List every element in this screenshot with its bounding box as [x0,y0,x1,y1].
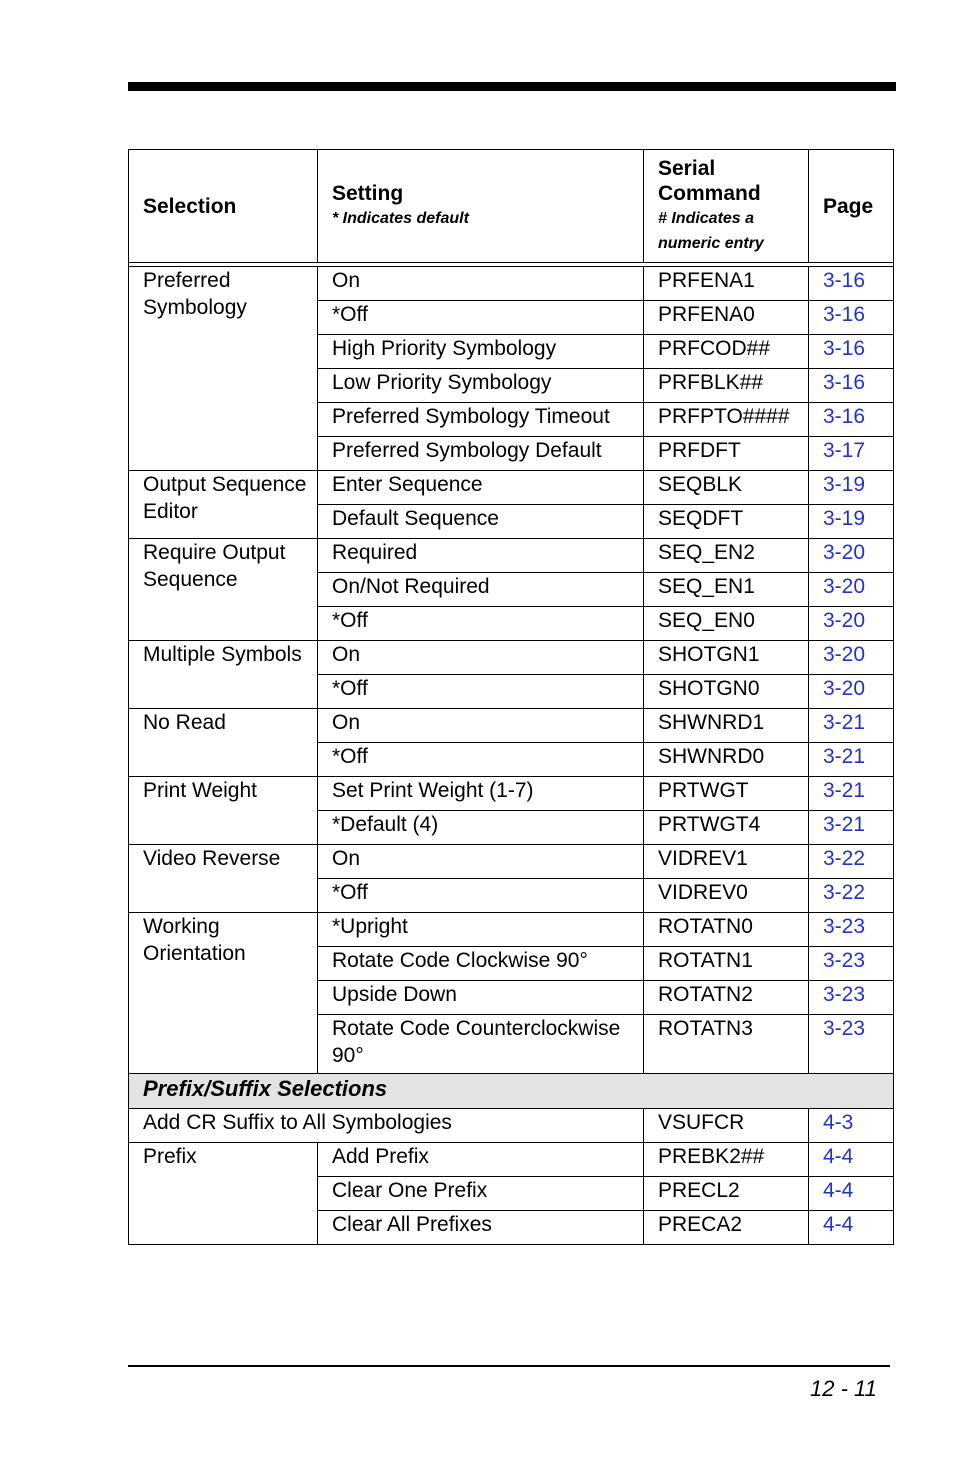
setting-cell: *Off [318,879,644,913]
setting-cell: On [318,709,644,743]
page-link[interactable]: 3-21 [809,709,894,743]
selection-cell: Video Reverse [129,845,318,913]
bottom-rule [128,1365,890,1367]
command-table [128,149,894,1245]
section-title: Prefix/Suffix Selections [129,1074,894,1109]
serial-command-cell: PRFPTO#### [644,403,809,437]
serial-command-cell: PRECL2 [644,1177,809,1211]
serial-command-cell: PRTWGT [644,777,809,811]
selection-cell: Require Output Sequence [129,539,318,641]
page-link[interactable]: 3-20 [809,573,894,607]
serial-command-cell: SHOTGN0 [644,675,809,709]
selection-cell: Multiple Symbols [129,641,318,709]
top-rule [128,82,896,91]
serial-command-cell: ROTATN1 [644,947,809,981]
setting-cell: Clear All Prefixes [318,1211,644,1245]
setting-cell: On [318,641,644,675]
table-row [129,845,894,879]
setting-cell: Preferred Symbology Default [318,437,644,471]
page-link[interactable]: 3-19 [809,471,894,505]
setting-cell: *Off [318,301,644,335]
page-link[interactable]: 3-21 [809,811,894,845]
selection-cell: Prefix [129,1143,318,1245]
serial-command-cell: PRFBLK## [644,369,809,403]
serial-command-cell: SEQ_EN1 [644,573,809,607]
setting-cell: Set Print Weight (1-7) [318,777,644,811]
page-link[interactable]: 3-20 [809,607,894,641]
page-link[interactable]: 3-16 [809,335,894,369]
serial-command-cell: ROTATN0 [644,913,809,947]
selection-cell: Preferred Symbology [129,267,318,471]
page-link[interactable]: 3-20 [809,539,894,573]
setting-cell: Upside Down [318,981,644,1015]
page-link[interactable]: 4-4 [809,1143,894,1177]
serial-command-cell: PRFENA1 [644,267,809,301]
table-row [129,471,894,505]
serial-command-cell: VSUFCR [644,1109,809,1143]
serial-command-cell: ROTATN2 [644,981,809,1015]
page-link[interactable]: 3-23 [809,1015,894,1074]
section-row [129,1074,894,1109]
page-link[interactable]: 3-20 [809,675,894,709]
selection-cell: No Read [129,709,318,777]
header-setting-label: Setting [332,182,404,205]
serial-command-cell: PRFENA0 [644,301,809,335]
selection-cell: Add CR Suffix to All Symbologies [129,1109,644,1143]
setting-cell: On/Not Required [318,573,644,607]
page-link[interactable]: 4-4 [809,1211,894,1245]
header-selection: Selection [129,150,318,263]
header-serial-label: Serial Command [658,157,761,205]
selection-cell: Print Weight [129,777,318,845]
table-row [129,709,894,743]
page-link[interactable]: 4-4 [809,1177,894,1211]
serial-command-cell: VIDREV1 [644,845,809,879]
serial-command-cell: SHOTGN1 [644,641,809,675]
table-row [129,539,894,573]
serial-command-cell: PRFDFT [644,437,809,471]
table-row [129,267,894,301]
header-setting [318,150,644,263]
setting-cell: High Priority Symbology [318,335,644,369]
selection-cell: Output Sequence Editor [129,471,318,539]
page-link[interactable]: 3-19 [809,505,894,539]
serial-command-cell: PRTWGT4 [644,811,809,845]
page-link[interactable]: 3-16 [809,369,894,403]
serial-command-cell: PREBK2## [644,1143,809,1177]
table-row [129,641,894,675]
page-link[interactable]: 3-23 [809,947,894,981]
serial-command-cell: SEQ_EN0 [644,607,809,641]
setting-cell: Rotate Code Counterclockwise 90° [318,1015,644,1074]
setting-cell: Clear One Prefix [318,1177,644,1211]
page-link[interactable]: 3-16 [809,301,894,335]
serial-command-cell: PRECA2 [644,1211,809,1245]
page-link[interactable]: 3-16 [809,267,894,301]
serial-command-cell: SEQ_EN2 [644,539,809,573]
setting-cell: *Default (4) [318,811,644,845]
header-serial [644,150,809,263]
page-link[interactable]: 3-16 [809,403,894,437]
table-row [129,913,894,947]
setting-cell: On [318,267,644,301]
table-row [129,1109,894,1143]
page-link[interactable]: 3-21 [809,777,894,811]
setting-cell: Add Prefix [318,1143,644,1177]
setting-cell: Default Sequence [318,505,644,539]
setting-cell: Low Priority Symbology [318,369,644,403]
header-row [129,150,894,263]
page-link[interactable]: 3-22 [809,879,894,913]
serial-command-cell: SEQBLK [644,471,809,505]
header-serial-note: # Indicates a numeric entry [658,210,764,252]
setting-cell: *Off [318,675,644,709]
setting-cell: On [318,845,644,879]
header-setting-note: * Indicates default [332,210,469,227]
setting-cell: *Off [318,607,644,641]
page-link[interactable]: 3-20 [809,641,894,675]
selection-cell: Working Orientation [129,913,318,1074]
serial-command-cell: SHWNRD0 [644,743,809,777]
table-row [129,777,894,811]
setting-cell: Required [318,539,644,573]
serial-command-cell: ROTATN3 [644,1015,809,1074]
setting-cell: *Upright [318,913,644,947]
header-page: Page [809,150,894,263]
table-body [129,267,894,1245]
page-link[interactable]: 3-23 [809,913,894,947]
setting-cell: Preferred Symbology Timeout [318,403,644,437]
serial-command-cell: SHWNRD1 [644,709,809,743]
page-link[interactable]: 3-22 [809,845,894,879]
page-link[interactable]: 3-21 [809,743,894,777]
page-link[interactable]: 4-3 [809,1109,894,1143]
setting-cell: *Off [318,743,644,777]
setting-cell: Enter Sequence [318,471,644,505]
serial-command-cell: PRFCOD## [644,335,809,369]
serial-command-cell: VIDREV0 [644,879,809,913]
table-row [129,1143,894,1177]
serial-command-cell: SEQDFT [644,505,809,539]
page-number: 12 - 11 [810,1376,877,1401]
setting-cell: Rotate Code Clockwise 90° [318,947,644,981]
page-link[interactable]: 3-23 [809,981,894,1015]
page-link[interactable]: 3-17 [809,437,894,471]
